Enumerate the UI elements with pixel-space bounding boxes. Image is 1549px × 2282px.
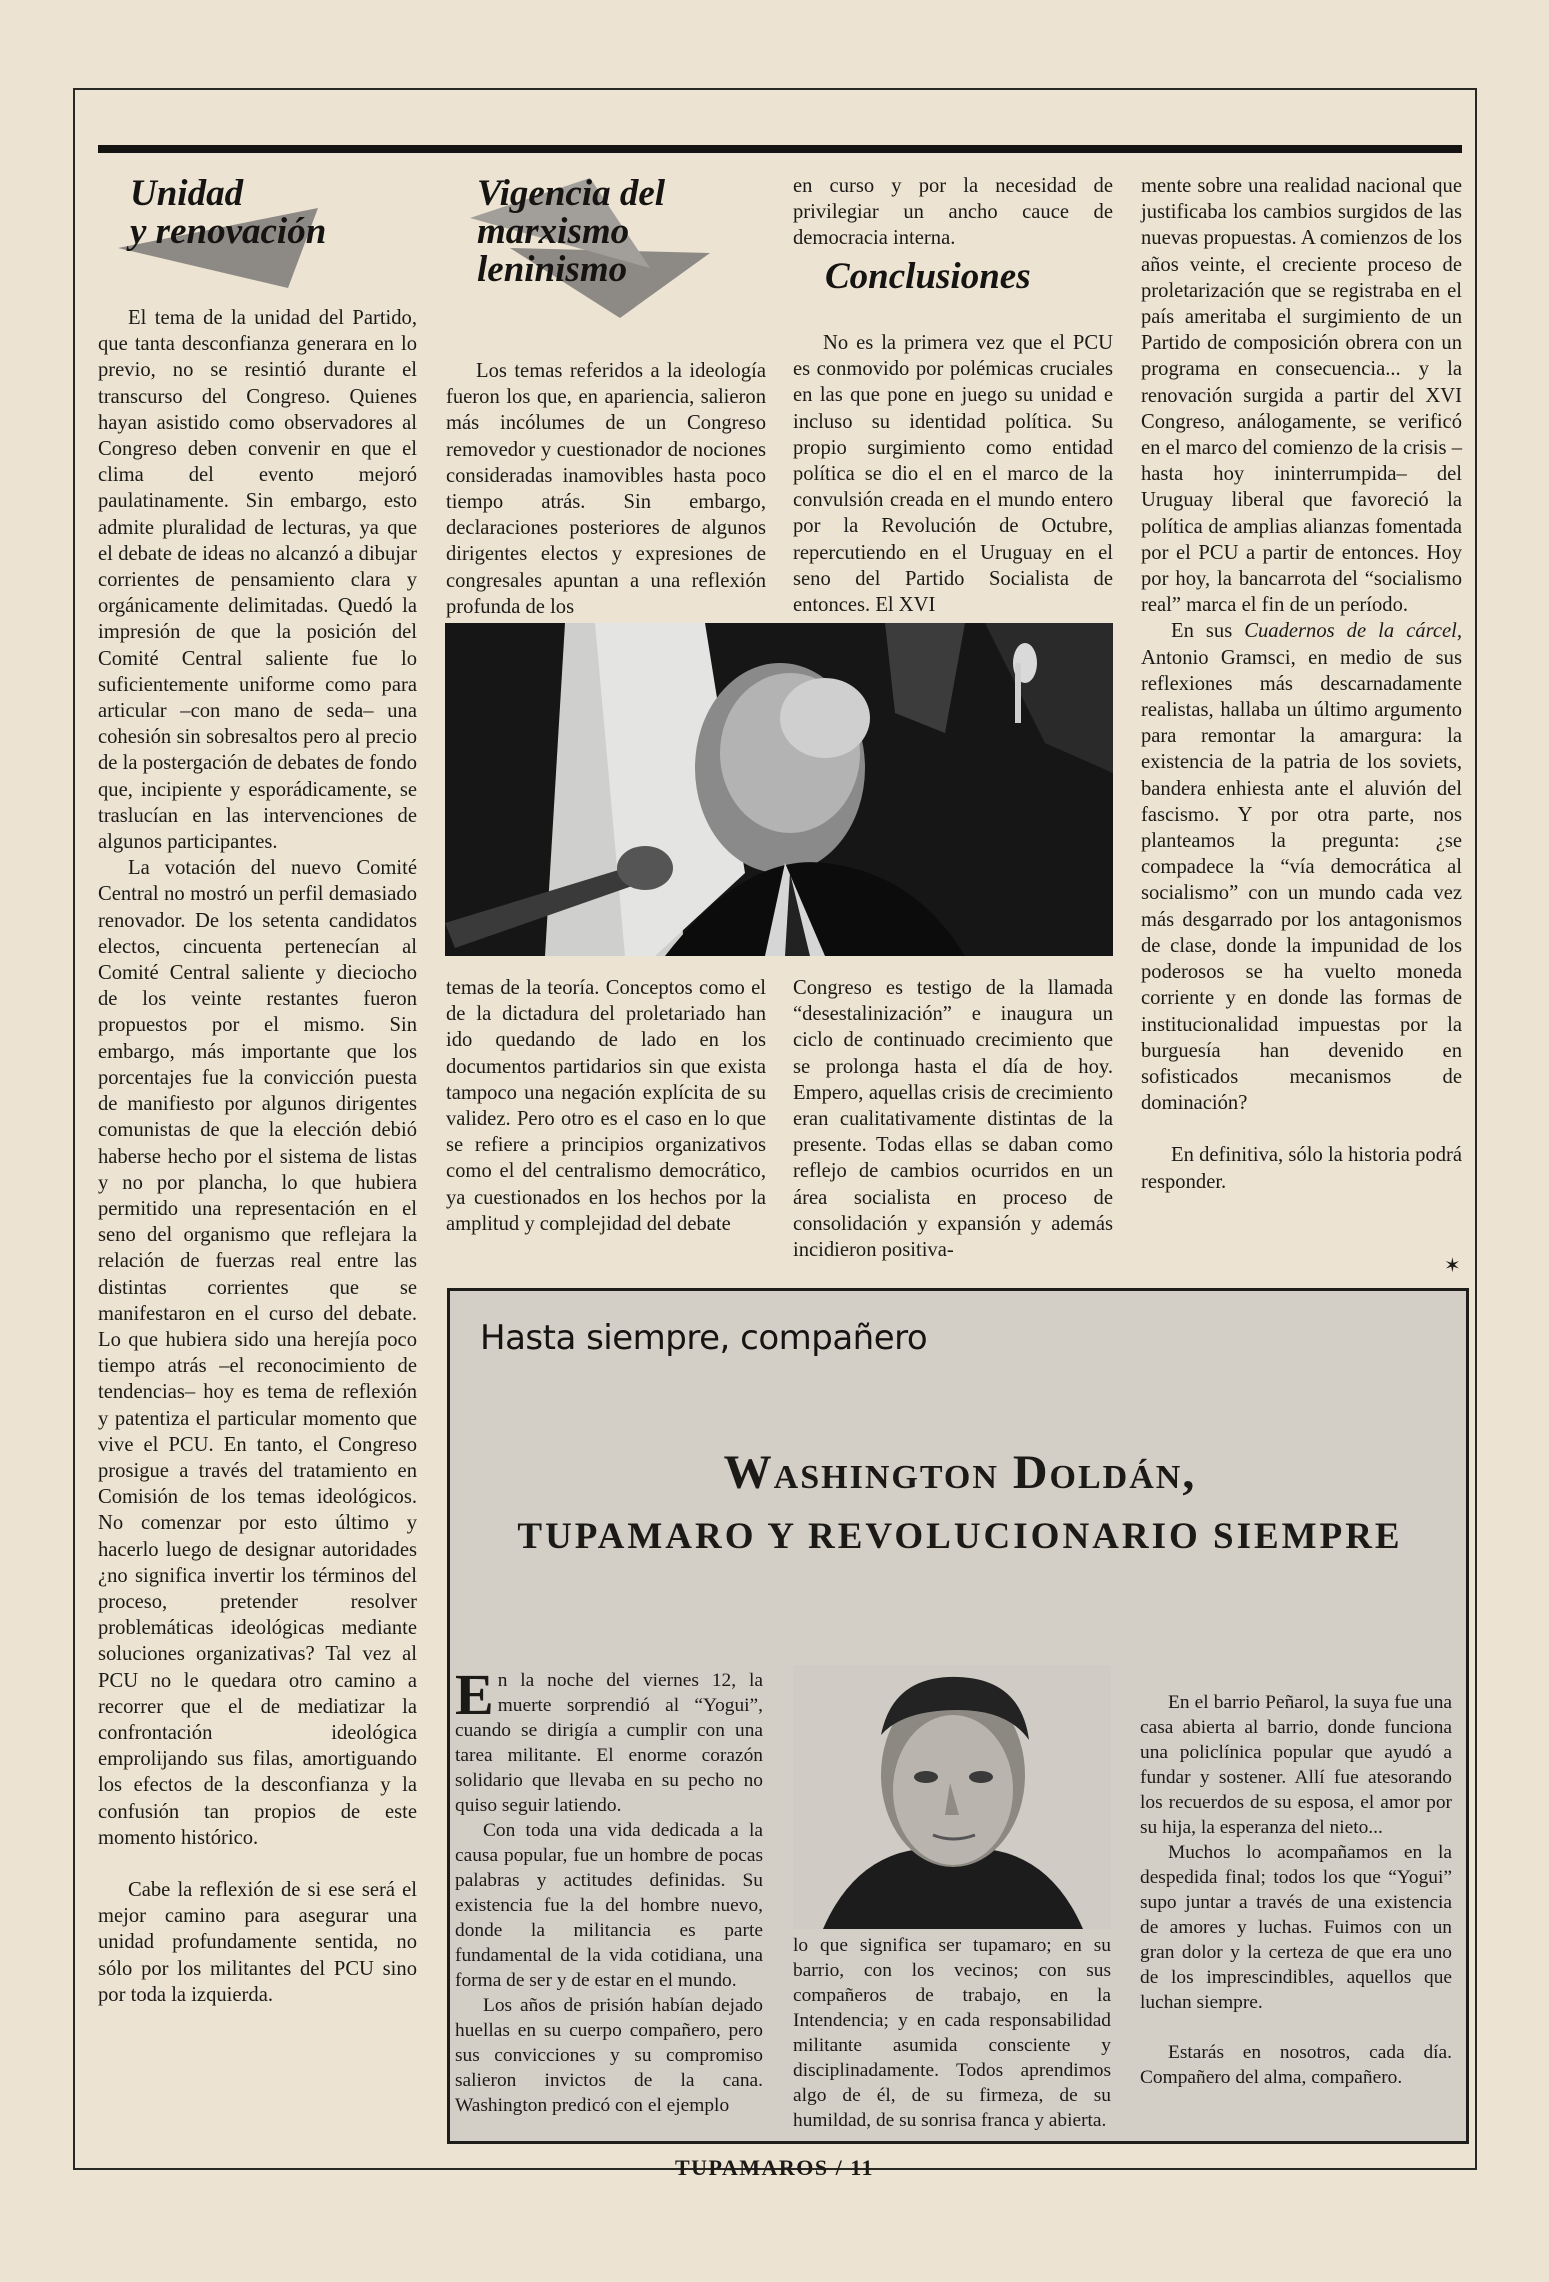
obituary-column-2 <box>793 1933 1111 2133</box>
heading-vigencia: Vigencia del marxismo leninismo <box>477 173 666 290</box>
col2-paragraph-bottom: temas de la teoría. Conceptos como el de la dictadura del proletariado han ido quedando de lado en los documentos partidarios sin que exista tampoco una negación explícita de su validez. Pero otro es el caso en lo que se refiere a principios organizativos como el del centralismo democrático, ya cuestionados en los hechos por la amplitud y complejidad del debate <box>446 977 766 1235</box>
col3-paragraph-mid: No es la primera vez que el PCU es conmovido por polémicas cruciales en las que pone en juego su unidad e incluso su identidad política. Su propio surgimiento como entidad política se dio el en el marco de la convulsión creada en el mundo entero por la Revolución de Octubre, repercutiendo en el Uruguay en el seno del Partido Socialista de entonces. El XVI <box>793 332 1113 617</box>
obituary-c1-p1: En la noche del viernes 12, la muerte sorprendió al “Yogui”, cuando se dirigía a cumplir con una tarea militante. El enorme corazón solidario que llevaba en su pecho no quiso seguir latiendo. <box>455 1662 763 1816</box>
obituary-c3-p2: Muchos lo acompañamos en la despedida final; todos los que “Yogui” supo juntar a través de una existencia de amores y luchas. Fuimos con un gran dolor y la certeza de que era uno de los imprescindibles, aquellos que luchan siempre. <box>1140 1842 1452 2013</box>
obituary-column-1 <box>455 1662 763 2118</box>
column-2-bottom <box>446 975 766 1237</box>
footer-rule-right <box>890 2168 930 2170</box>
col2-paragraph-top: Los temas referidos a la ideología fueron los que, en apariencia, salieron más incólumes de un Congreso removedor y cuestionador de nociones consideradas inamovibles hasta poco tiempo atrás. Sin embargo, declaraciones posteriores de algunos dirigentes electos y expresiones de congresales apuntan a una reflexión profunda de los <box>446 360 766 618</box>
obituary-c1-p3: Los años de prisión habían dejado huellas en su cuerpo compañero, pero sus convicciones y su compromiso salieron invictos de la cana. Washington predicó con el ejemplo <box>455 1995 763 2116</box>
obituary-c3-p1: En el barrio Peñarol, la suya fue una casa abierta al barrio, donde funciona una policlínica popular que ayudó a fundar y sostener. Allí fue atesorando los recuerdos de su esposa, el amor por su hija, la esperanza del nieto... <box>1140 1692 1452 1838</box>
obituary-c3-p3: Estarás en nosotros, cada día. Compañero del alma, compañero. <box>1140 2042 1452 2088</box>
portrait-photo <box>793 1665 1111 1929</box>
speaker-photo <box>445 623 1113 956</box>
col3-paragraph-bottom: Congreso es testigo de la llamada “desestalinización” e inaugura un ciclo de continuado crecimiento que se prolonga hasta el día de hoy. Empero, aquellas crisis de crecimiento eran cualitativamente distintas de la presente. Todas ellas se daban como reflejo de cambios ocurridos en un área socialista en proceso de consolidación y expansión y además incidieron positiva- <box>793 977 1113 1262</box>
column-4 <box>1141 173 1462 1195</box>
obituary-kicker: Hasta siempre, compañero <box>480 1318 928 1358</box>
top-rule <box>98 145 1462 153</box>
obituary-name: Washington Doldán, <box>723 1446 1197 1499</box>
obituary-c2: lo que significa ser tupamaro; en su barrio, con los vecinos; con sus compañeros de trabajo, en la Intendencia; y en cada responsabilidad militante asumida consciente y disciplinadamente. Todos aprendimos algo de él, de su firmeza, de su humildad, de su sonrisa franca y abierta. <box>793 1935 1111 2131</box>
column-3-mid <box>793 330 1113 618</box>
obituary-column-3 <box>1140 1690 1452 2090</box>
heading-conclusiones: Conclusiones <box>825 256 1031 297</box>
column-3-top <box>793 173 1113 252</box>
col4-paragraph-3: En definitiva, sólo la historia podrá responder. <box>1141 1144 1462 1193</box>
heading-unidad: Unidad y renovación <box>130 173 327 252</box>
col1-paragraph-3: Cabe la reflexión de si ese será el mejor camino para asegurar una unidad profundamente sentida, no sólo por los militantes del PCU sino por toda la izquierda. <box>98 1878 417 2006</box>
obituary-subtitle: TUPAMARO Y REVOLUCIONARIO SIEMPRE <box>517 1516 1403 1557</box>
column-1 <box>98 305 417 2008</box>
col4-paragraph-2: En sus Cuadernos de la cárcel, Antonio Gramsci, en medio de sus reflexiones más descarnadamente realistas, hallaba un último argumento para remontar la amargura: la existencia de la patria de los soviets, bandera enhiesta ante el aluvión del fascismo. Y por otra parte, nos planteamos la pregunta: ¿se compadece la “vía democrática al socialismo” con un mundo cada vez más desgarrado por los antagonismos de clase, donde la impunidad de los poderosos se ha vuelto moneda corriente y en donde las formas de institucionalidad impuestas por la burguesía han devenido en sofisticados mecanismos de dominación? <box>1141 620 1462 1115</box>
column-2-top <box>446 358 766 620</box>
col4-paragraph-1: mente sobre una realidad nacional que justificaba los cambios surgidos de las nuevas propuestas. A comienzos de los años veinte, el creciente proceso de proletarización que se registraba en el país ameritaba el surgimiento de un Partido de composición obrera con un programa en consecuencia... y la renovación surgida a partir del XVI Congreso, análogamente, se verificó en el marco del comienzo de la crisis –hasta hoy ininterrumpida– del Uruguay liberal que favoreció la política de amplias alianzas fomentada por el PCU a partir de entonces. Hoy por hoy, la bancarrota del “socialismo real” marca el fin de un período. <box>1141 175 1462 617</box>
column-3-bottom <box>793 975 1113 1263</box>
end-mark: ✶ <box>1444 1255 1461 1277</box>
col3-paragraph-top: en curso y por la necesidad de privilegiar un ancho cauce de democracia interna. <box>793 175 1113 250</box>
dropcap: E <box>455 1662 494 1727</box>
page-footer: TUPAMAROS / 11 <box>674 2155 875 2180</box>
col1-paragraph-1: El tema de la unidad del Partido, que tanta desconfianza generara en lo previo, no se resintió durante el transcurso del Congreso. Quienes hayan asistido como observadores al Congreso deben convenir en que el clima del evento mejoró paulatinamente. Sin embargo, esto admite pluralidad de lecturas, ya que el debate de ideas no alcanzó a dibujar corrientes de pensamiento clara y orgánicamente delimitadas. Quedó la impresión de que la posición del Comité Central saliente fue lo suficientemente uniforme como para articular –con mano de seda– una cohesión sin sobresaltos pero al precio de la postergación de debates de fondo que, incipiente y esporádicamente, se traslucían en las intervenciones de algunos participantes. <box>98 307 417 854</box>
obituary-c1-p2: Con toda una vida dedicada a la causa popular, fue un hombre de pocas palabras y actitudes definidas. Su existencia fue la del hombre nuevo, donde la militancia es parte fundamental de la vida cotidiana, una forma de ser y de estar en el mundo. <box>455 1820 763 1991</box>
col1-paragraph-2: La votación del nuevo Comité Central no mostró un perfil demasiado renovador. De los setenta candidatos electos, cincuenta pertenecían al Comité Central saliente y dieciocho de los veinte restantes fueron propuestos por el mismo. Sin embargo, más importante que los porcentajes fue la convicción puesta de manifiesto por algunos dirigentes comunistas de que la elección debió haberse hecho por el sistema de listas y no por plancha, lo que hubiera permitido una representación en el seno del organismo que reflejara la relación de fuerzas real entre las distintas corrientes que se manifestaron en el curso del debate. Lo que hubiera sido una herejía poco tiempo atrás –el reconocimiento de tendencias– hoy es tema de reflexión y patentiza el particular momento que vive el PCU. En tanto, el Congreso prosigue a través del tratamiento en Comisión de los temas ideológicos. No comenzar por esto último y hacerlo luego de designar autoridades ¿no significa invertir los términos del proceso, pretender resolver problemáticas ideológicas mediante soluciones organizativas? Tal vez al PCU no le quedara otro camino a recorrer que el de mediatizar la confrontación ideológica emprolijando sus filas, amortiguando los efectos de la desconfianza y la confusión tan propios de este momento histórico. <box>98 857 417 1849</box>
